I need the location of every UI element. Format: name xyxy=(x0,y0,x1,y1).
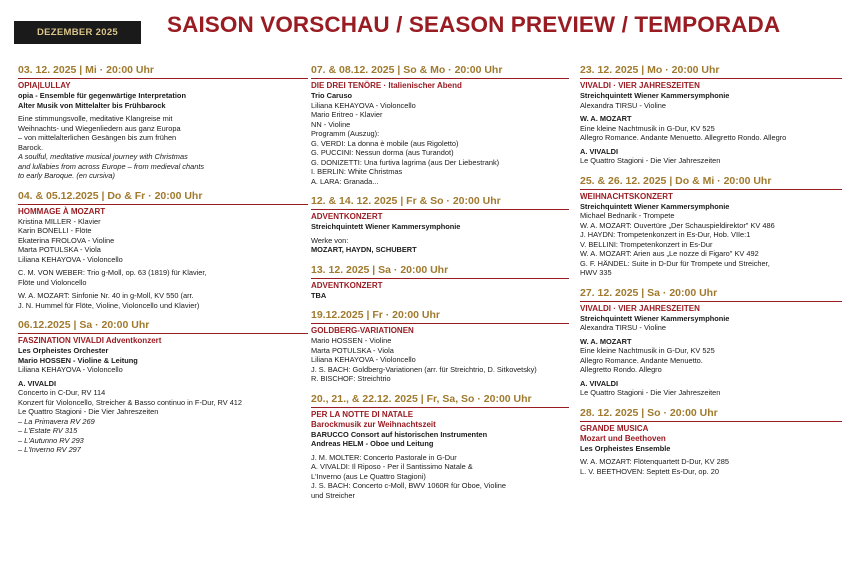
column-3 xyxy=(580,64,842,485)
event-name: ADVENTKONZERT xyxy=(311,212,383,221)
event-line: opia - Ensemble für gegenwärtige Interpretation xyxy=(18,91,186,100)
event-line: L. V. BEETHOVEN: Septett Es-Dur, op. 20 xyxy=(580,466,719,476)
event-line: W. A. MOZART xyxy=(580,114,632,123)
event-line: J. HAYDN: Trompetenkonzert in Es-Dur, Hob. VIIe:1 xyxy=(580,230,751,239)
event-line: J. S. BACH: Goldberg-Variationen (arr. für Streichtrio, D. Sitkovetsky) xyxy=(311,364,537,374)
event-line: Alexandra TIRSU - Violine xyxy=(580,100,666,110)
event-divider xyxy=(311,78,569,79)
event-line: W. A. MOZART: Sinfonie Nr. 40 in g-Moll, KV 550 (arr. xyxy=(18,291,194,300)
event-line: TBA xyxy=(311,290,327,300)
event-name: DIE DREI TENÖRE · Italienischer Abend xyxy=(311,81,462,90)
event-line: Michael Bednarik - Trompete xyxy=(580,211,675,220)
event-line: Marta POTULSKA - Viola xyxy=(311,345,394,355)
event-block xyxy=(18,190,308,311)
event-line: Ekaterina FROLOVA - Violine xyxy=(18,235,115,245)
event-line: W. A. MOZART: Arien aus „Le nozze di Figaro" KV 492 xyxy=(580,249,759,258)
event-subtitle: Mozart und Beethoven xyxy=(580,433,666,443)
event-divider xyxy=(311,407,569,408)
event-block xyxy=(580,64,842,166)
event-line: J. S. BACH: Concerto c-Moll, BWV 1060R für Oboe, Violine xyxy=(311,481,506,490)
event-line: A. VIVALDI xyxy=(580,378,619,388)
event-line: W. A. MOZART: Ouvertüre „Der Schauspieldirektor" KV 486 xyxy=(580,220,775,230)
event-line: G. F. HÄNDEL: Suite in D-Dur für Trompete und Streicher, xyxy=(580,258,770,268)
event-name: VIVALDI · VIER JAHRESZEITEN xyxy=(580,81,700,90)
event-name: VIVALDI · VIER JAHRESZEITEN xyxy=(580,303,700,313)
event-line: A soulful, meditative musical journey with Christmas xyxy=(18,152,188,161)
event-line: Liliana KEHAYOVA - Violoncello xyxy=(311,100,416,110)
event-divider xyxy=(18,333,308,334)
event-name: HOMMAGE À MOZART xyxy=(18,206,106,216)
event-line: Liliana KEHAYOVA - Violoncello xyxy=(311,355,416,364)
event-date: 07. & 08.12. 2025 | So & Mo · 20:00 Uhr xyxy=(311,64,503,76)
event-line: Flöte und Violoncello xyxy=(18,277,87,287)
event-line: Les Orpheistes Orchester xyxy=(18,346,109,355)
event-name: GOLDBERG-VARIATIONEN xyxy=(311,326,414,335)
event-line: Programm (Auszug): xyxy=(311,129,380,138)
event-line: Streichquintett Wiener Kammersymphonie xyxy=(580,91,730,100)
event-name: WEIHNACHTSKONZERT xyxy=(580,191,673,201)
event-line: Eine kleine Nachtmusik in G-Dur, KV 525 xyxy=(580,123,715,133)
event-line: Konzert für Violoncello, Streicher & Basso continuo in F-Dur, RV 412 xyxy=(18,397,243,407)
event-line: Liliana KEHAYOVA - Violoncello xyxy=(18,365,123,374)
event-date: 03. 12. 2025 | Mi · 20:00 Uhr xyxy=(18,64,155,76)
event-divider xyxy=(580,421,842,422)
event-block xyxy=(311,393,569,501)
event-line: – L'Inverno RV 297 xyxy=(18,445,81,454)
event-date: 12. & 14. 12. 2025 | Fr & So · 20:00 Uhr xyxy=(311,195,501,207)
event-line: C. M. VON WEBER: Trio g-Moll, op. 63 (1819) für Klavier, xyxy=(18,268,207,277)
event-line: Marta POTULSKA - Viola xyxy=(18,245,101,254)
event-line: – La Primavera RV 269 xyxy=(18,416,95,426)
event-date: 23. 12. 2025 | Mo · 20:00 Uhr xyxy=(580,64,720,76)
event-line: Allegro Romance. Andante Menuetto. Allegretto Rondo. Allegro xyxy=(580,133,787,142)
event-line: MOZART, HAYDN, SCHUBERT xyxy=(311,245,417,254)
event-line: Kristina MILLER - Klavier xyxy=(18,216,101,226)
event-line: A. VIVALDI xyxy=(580,146,619,156)
event-line: J. N. Hummel für Flöte, Violine, Violoncello und Klavier) xyxy=(18,300,200,310)
event-line: I. BERLIN: White Christmas xyxy=(311,167,403,176)
event-line: Streichquintett Wiener Kammersymphonie xyxy=(580,201,730,211)
event-block xyxy=(580,407,842,477)
event-line: Les Orpheistes Ensemble xyxy=(580,443,671,453)
event-divider xyxy=(580,78,842,79)
event-block xyxy=(18,64,308,181)
month-badge: DEZEMBER 2025 xyxy=(14,21,141,44)
event-line: G. VERDI: La donna è mobile (aus Rigoletto) xyxy=(311,138,459,148)
event-line: Werke von: xyxy=(311,235,349,245)
event-line: A. VIVALDI: Il Riposo - Per il Santissimo Natale & xyxy=(311,462,473,471)
event-name: FASZINATION VIVALDI Adventkonzert xyxy=(18,336,162,345)
event-divider xyxy=(580,189,842,190)
event-line: Andreas HELM - Oboe und Leitung xyxy=(311,439,434,448)
event-line: Barock. xyxy=(18,142,44,152)
event-line: Mario HOSSEN - Violine & Leitung xyxy=(18,355,138,365)
event-date: 06.12.2025 | Sa · 20:00 Uhr xyxy=(18,319,150,331)
event-line: R. BISCHOF: Streichtrio xyxy=(311,374,391,383)
event-block xyxy=(18,319,308,455)
event-line: Alter Musik von Mittelalter bis Frühbarock xyxy=(18,100,166,110)
event-divider xyxy=(311,323,569,324)
event-line: NN - Violine xyxy=(311,119,351,129)
event-divider xyxy=(18,78,308,79)
event-block xyxy=(311,264,569,301)
event-date: 04. & 05.12.2025 | Do & Fr · 20:00 Uhr xyxy=(18,189,203,202)
event-line: W. A. MOZART xyxy=(580,336,632,346)
event-line: Liliana KEHAYOVA - Violoncello xyxy=(18,254,123,264)
event-name: GRANDE MUSICA xyxy=(580,423,649,433)
column-2 xyxy=(311,64,569,509)
event-line: A. VIVALDI xyxy=(18,378,57,388)
event-line: Mario Eritreo - Klavier xyxy=(311,110,383,119)
event-line: J. M. MOLTER: Concerto Pastorale in G-Dur xyxy=(311,452,457,462)
event-name: OPIA|LULLAY xyxy=(18,81,71,90)
event-line: Weihnachts- und Wiegenliedern aus ganz Europa xyxy=(18,123,181,133)
event-line: Streichquintett Wiener Kammersymphonie xyxy=(580,313,730,323)
event-line: V. BELLINI: Trompetenkonzert in Es-Dur xyxy=(580,239,713,249)
event-divider xyxy=(311,209,569,210)
event-date: 20., 21., & 22.12. 2025 | Fr, Sa, So · 20:00 Uhr xyxy=(311,392,532,405)
event-name: PER LA NOTTE DI NATALE xyxy=(311,409,414,419)
event-line: BARUCCO Consort auf historischen Instrumenten xyxy=(311,429,488,439)
event-line: Trio Caruso xyxy=(311,91,353,100)
event-line: Allegro Romance. Andante Menuetto. xyxy=(580,355,703,365)
event-line: Streichquintett Wiener Kammersymphonie xyxy=(311,222,461,231)
event-date: 13. 12. 2025 | Sa · 20:00 Uhr xyxy=(311,263,449,276)
event-line: Mario HOSSEN - Violine xyxy=(311,336,392,345)
event-date: 25. & 26. 12. 2025 | Do & Mi · 20:00 Uhr xyxy=(580,174,772,187)
event-block xyxy=(311,64,569,186)
event-line: Eine stimmungsvolle, meditative Klangreise mit xyxy=(18,114,173,123)
event-divider xyxy=(18,204,308,205)
event-line: A. LARA: Granada... xyxy=(311,176,379,186)
event-line: Le Quattro Stagioni - Die Vier Jahreszeiten xyxy=(580,156,721,165)
event-date: 28. 12. 2025 | So · 20:00 Uhr xyxy=(580,406,718,419)
event-line: and lullabies from across Europe – from medieval chants xyxy=(18,161,205,171)
event-line: und Streicher xyxy=(311,490,355,500)
event-line: – von mittelalterlichen Gesängen bis zum frühen xyxy=(18,133,177,142)
event-line: Allegretto Rondo. Allegro xyxy=(580,365,662,374)
event-name: ADVENTKONZERT xyxy=(311,280,383,290)
event-line: Eine kleine Nachtmusik in G-Dur, KV 525 xyxy=(580,346,715,355)
page-title: SAISON VORSCHAU / SEASON PREVIEW / TEMPORADA xyxy=(167,12,781,37)
event-line: – L'Estate RV 315 xyxy=(18,426,78,435)
event-line: Concerto in C-Dur, RV 114 xyxy=(18,388,106,397)
event-line: HWV 335 xyxy=(580,268,612,277)
event-line: Karin BONELLI - Flöte xyxy=(18,226,92,235)
event-line: to early Baroque. (en cursiva) xyxy=(18,171,115,180)
event-line: Le Quattro Stagioni - Die Vier Jahreszeiten xyxy=(18,407,159,416)
event-block xyxy=(311,309,569,384)
event-line: L'Inverno (aus Le Quattro Stagioni) xyxy=(311,471,426,481)
event-line: – L'Autunno RV 293 xyxy=(18,435,84,445)
column-1 xyxy=(18,64,308,464)
event-date: 27. 12. 2025 | Sa · 20:00 Uhr xyxy=(580,286,718,299)
event-line: W. A. MOZART: Flötenquartett D-Dur, KV 285 xyxy=(580,457,729,466)
event-divider xyxy=(580,301,842,302)
event-line: Alexandra TIRSU - Violine xyxy=(580,323,666,332)
event-divider xyxy=(311,278,569,279)
event-subtitle: Barockmusik zur Weihnachtszeit xyxy=(311,419,436,429)
event-block xyxy=(580,175,842,278)
event-line: G. DONIZETTI: Una furtiva lagrima (aus Der Liebestrank) xyxy=(311,157,500,167)
event-date: 19.12.2025 | Fr · 20:00 Uhr xyxy=(311,309,441,321)
event-line: Le Quattro Stagioni - Die Vier Jahreszeiten xyxy=(580,388,721,397)
event-block xyxy=(311,195,569,255)
event-block xyxy=(580,287,842,398)
event-line: G. PUCCINI: Nessun dorma (aus Turandot) xyxy=(311,148,454,157)
